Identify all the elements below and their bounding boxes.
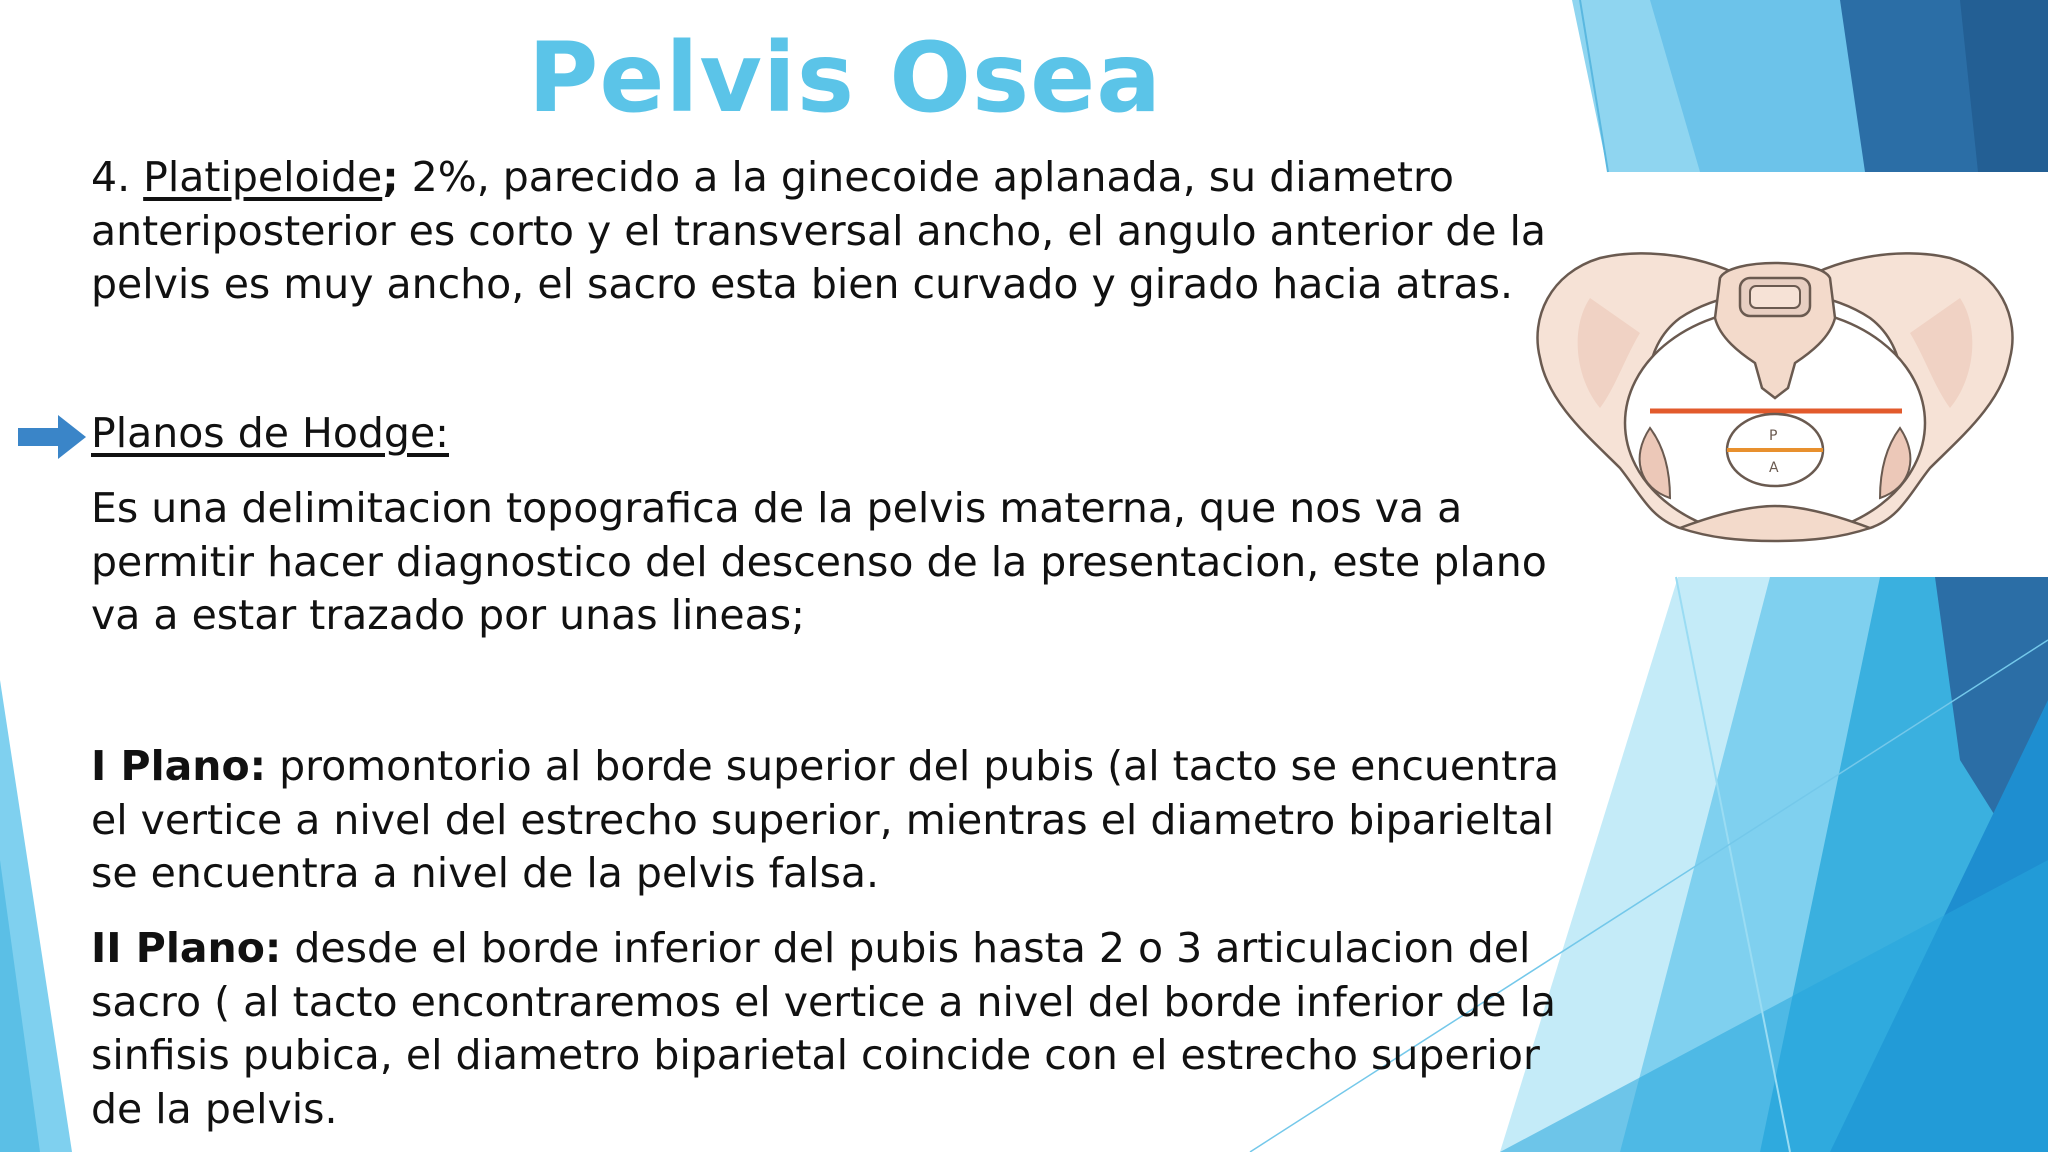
arrow-right-icon — [18, 415, 88, 459]
platipeloide-term: Platipeloide — [143, 153, 383, 201]
label-a: A — [1769, 460, 1779, 476]
plane-1-label: I Plano: — [91, 742, 267, 790]
term-semicolon: ; — [382, 153, 399, 201]
platipeloide-description: 2%, parecido a la ginecoide aplanada, su diametro anteriposterior es corto y el transversal ancho, el angulo anterior de la pelvis es muy ancho, el sacro esta bien curvado y girado hacia atras. — [91, 153, 1547, 308]
plane-2-text: desde el borde inferior del pubis hasta 2 o 3 articulacion del sacro ( al tacto encontraremos el vertice a nivel del borde inferior de la sinfisis pubica, el diametro biparietal coincide con el estrecho superior de la pelvis. — [91, 924, 1557, 1133]
section-description: Es una delimitacion topografica de la pelvis materna, que nos va a permitir hacer diagnostico del descenso de la presentacion, este plano va a estar trazado por unas lineas; — [91, 484, 1547, 639]
plane-2-label: II Plano: — [91, 924, 282, 972]
section-heading: Planos de Hodge: — [91, 409, 449, 457]
plane-1-text: promontorio al borde superior del pubis (al tacto se encuentra el vertice a nivel del estrecho superior, mientras el diametro biparieltal se encuentra a nivel de la pelvis falsa. — [91, 742, 1560, 897]
slide-title: Pelvis Osea — [527, 22, 1163, 134]
pelvis-illustration — [1530, 238, 2020, 558]
plane-1-paragraph — [91, 740, 1571, 901]
label-p: P — [1769, 428, 1778, 444]
platipeloide-paragraph — [91, 151, 1571, 312]
plane-2-paragraph — [91, 922, 1571, 1136]
item-number: 4. — [91, 153, 144, 201]
